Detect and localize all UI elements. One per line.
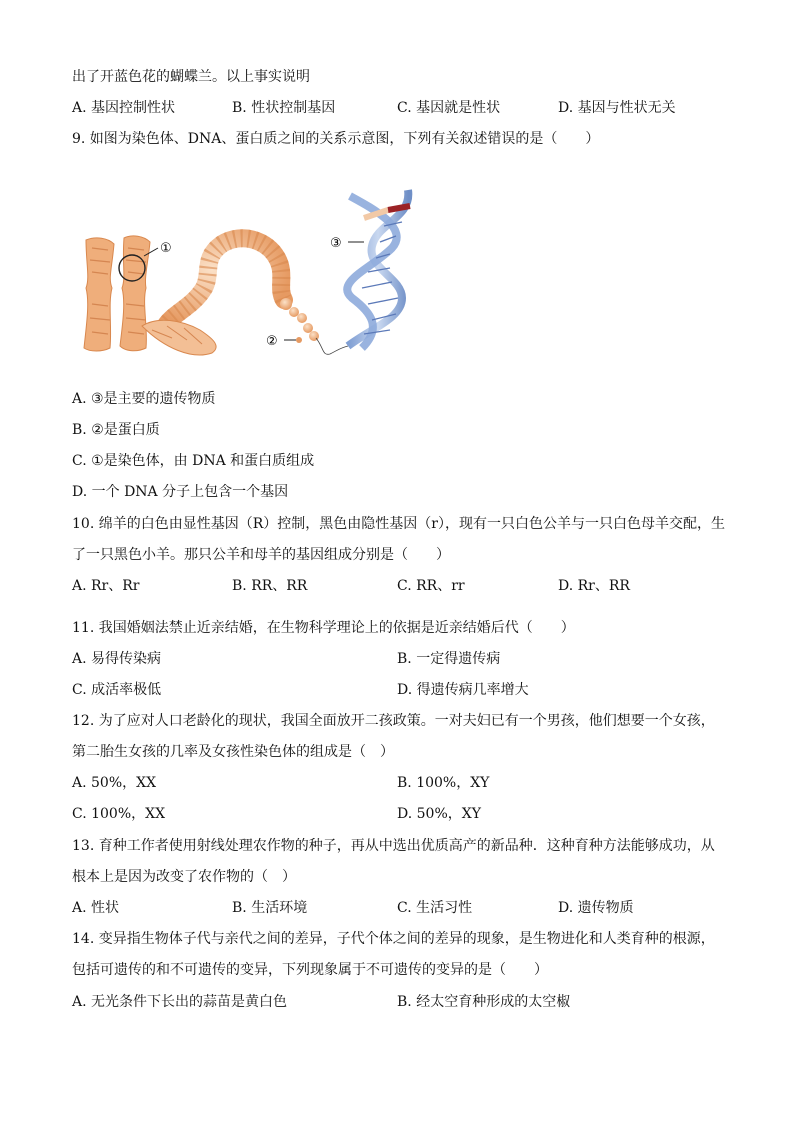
label-1: ① [160, 241, 172, 256]
q13-stem-line-1: 13. 育种工作者使用射线处理农作物的种子，再从中选出优质高产的新品种．这种育种方法能够成功，从 [72, 838, 715, 854]
q8-option-a: A. 基因控制性状 [72, 100, 176, 116]
nucleosome-beads [280, 298, 348, 354]
protein-dot [296, 337, 302, 343]
dna-helix [347, 190, 410, 348]
q10-stem-line-2: 了一只黑色小羊。那只公羊和母羊的基因组成分别是（ ） [72, 547, 450, 563]
q14-stem-line-2: 包括可遗传的和不可遗传的变异，下列现象属于不可遗传的变异的是（ ） [72, 962, 548, 978]
q11-option-a: A. 易得传染病 [72, 651, 162, 667]
q8-option-c: C. 基因就是性状 [397, 100, 501, 116]
q14-option-a: A. 无光条件下长出的蒜苗是黄白色 [72, 994, 288, 1010]
q9-option-c: C. ①是染色体，由 DNA 和蛋白质组成 [72, 453, 315, 469]
q14-stem-line-1: 14. 变异指生物体子代与亲代之间的差异，子代个体之间的差异的现象，是生物进化和人类育种的根源， [72, 931, 715, 947]
q13-option-b: B. 生活环境 [232, 900, 308, 916]
q9-option-d: D. 一个 DNA 分子上包含一个基因 [72, 484, 289, 500]
q12-option-c: C. 100%，XX [72, 806, 166, 822]
q14-option-b: B. 经太空育种形成的太空椒 [397, 994, 571, 1010]
chromosome-dna-figure [72, 178, 432, 368]
q13-option-d: D. 遗传物质 [558, 900, 634, 916]
q10-stem-line-1: 10. 绵羊的白色由显性基因（R）控制，黑色由隐性基因（r），现有一只白色公羊与一只白色母羊交配，生 [72, 516, 725, 532]
q8-option-b: B. 性状控制基因 [232, 100, 336, 116]
q11-stem: 11. 我国婚姻法禁止近亲结婚，在生物科学理论上的依据是近亲结婚后代（ ） [72, 620, 575, 636]
q12-stem-line-1: 12. 为了应对人口老龄化的现状，我国全面放开二孩政策。一对夫妇已有一个男孩，他们想要一个女孩， [72, 713, 715, 729]
chromosome-shape [84, 236, 158, 351]
q10-option-d: D. Rr、RR [558, 578, 630, 594]
q13-stem-line-2: 根本上是因为改变了农作物的（ ） [72, 869, 296, 885]
q8-stem-tail: 出了开蓝色花的蝴蝶兰。以上事实说明 [72, 69, 310, 85]
q11-option-b: B. 一定得遗传病 [397, 651, 501, 667]
q10-option-c: C. RR、rr [397, 578, 465, 594]
label-2: ② [266, 334, 278, 349]
q12-option-d: D. 50%，XY [397, 806, 481, 822]
q13-option-a: A. 性状 [72, 900, 120, 916]
q12-stem-line-2: 第二胎生女孩的几率及女孩性染色体的组成是（ ） [72, 744, 394, 760]
q8-option-d: D. 基因与性状无关 [558, 100, 676, 116]
q11-option-c: C. 成活率极低 [72, 682, 162, 698]
q10-option-b: B. RR、RR [232, 578, 308, 594]
chromosome-dna-illustration [72, 178, 432, 368]
q9-option-b: B. ②是蛋白质 [72, 422, 160, 438]
q11-option-d: D. 得遗传病几率增大 [397, 682, 529, 698]
q12-option-a: A. 50%，XX [72, 775, 157, 791]
q13-option-c: C. 生活习性 [397, 900, 473, 916]
q9-stem: 9. 如图为染色体、DNA、蛋白质之间的关系示意图，下列有关叙述错误的是（ ） [72, 131, 600, 147]
label-3: ③ [330, 236, 342, 251]
q9-option-a: A. ③是主要的遗传物质 [72, 391, 216, 407]
q12-option-b: B. 100%，XY [397, 775, 490, 791]
q10-option-a: A. Rr、Rr [72, 578, 140, 594]
